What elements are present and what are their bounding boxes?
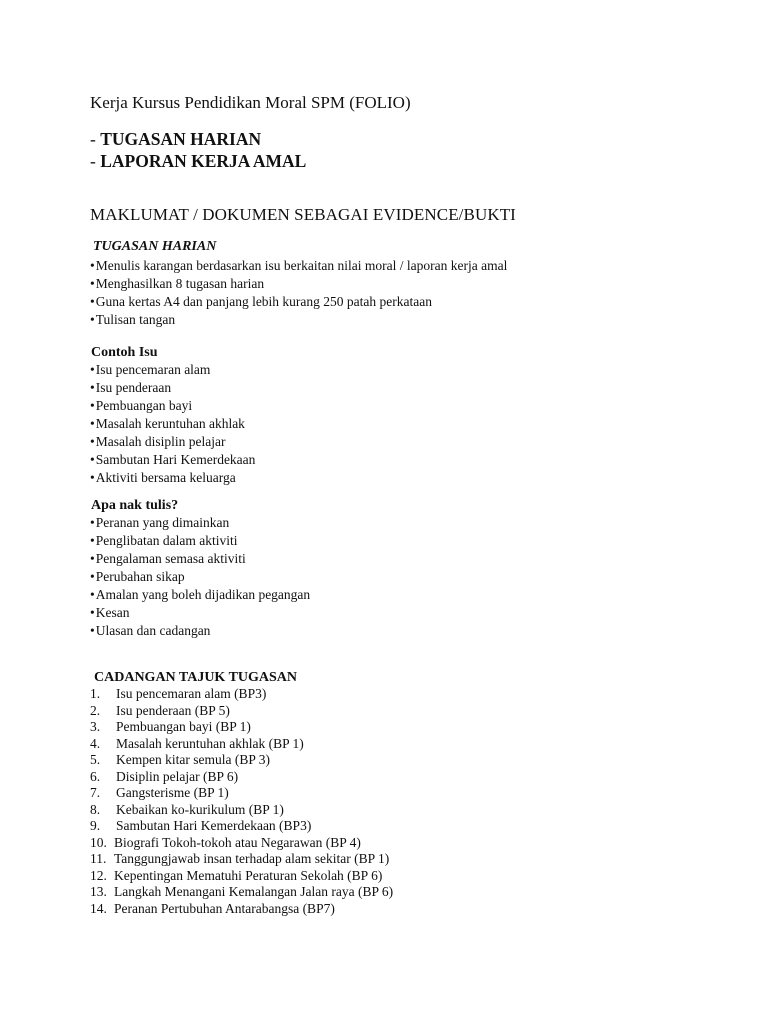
list-item: 14. Peranan Pertubuhan Antarabangsa (BP7): [90, 900, 335, 916]
task-line-tugasan-harian: [90, 129, 261, 150]
task-line-laporan-kerja-amal: [90, 151, 306, 172]
list-item: 8. Kebaikan ko-kurikulum (BP 1): [90, 801, 284, 817]
list-item: •Pembuangan bayi: [90, 398, 193, 413]
tugasan-harian-list: [90, 257, 507, 329]
list-item: •Sambutan Hari Kemerdekaan: [90, 452, 256, 467]
list-item: •Menulis karangan berdasarkan isu berkaitan nilai moral / laporan kerja amal: [90, 258, 508, 273]
apa-nak-tulis-heading: Apa nak tulis?: [91, 498, 179, 513]
list-item: •Aktiviti bersama keluarga: [90, 470, 236, 485]
task-dash: -: [90, 129, 101, 149]
list-item: 1. Isu pencemaran alam (BP3): [90, 686, 267, 701]
list-item: •Peranan yang dimainkan: [90, 515, 230, 530]
list-item: 10. Biografi Tokoh-tokoh atau Negarawan (BP 4): [90, 834, 361, 850]
list-item: •Kesan: [90, 605, 130, 620]
list-item: •Amalan yang boleh dijadikan pegangan: [90, 587, 311, 602]
list-item: •Tulisan tangan: [90, 312, 176, 327]
apa-nak-tulis-list: [90, 514, 310, 640]
task-label: LAPORAN KERJA AMAL: [100, 151, 307, 171]
list-item: 2. Isu penderaan (BP 5): [90, 702, 230, 718]
list-item: 7. Gangsterisme (BP 1): [90, 785, 229, 800]
list-item: •Ulasan dan cadangan: [90, 623, 211, 638]
list-item: •Menghasilkan 8 tugasan harian: [90, 276, 265, 291]
list-item: •Guna kertas A4 dan panjang lebih kurang 250 patah perkataan: [90, 294, 432, 309]
contoh-isu-list: [90, 361, 255, 487]
section-heading: MAKLUMAT / DOKUMEN SEBAGAI EVIDENCE/BUKTI: [90, 205, 516, 224]
list-item: •Penglibatan dalam aktiviti: [90, 533, 238, 548]
list-item: •Isu penderaan: [90, 380, 172, 395]
list-item: •Isu pencemaran alam: [90, 362, 211, 377]
list-item: 6. Disiplin pelajar (BP 6): [90, 768, 239, 784]
list-item: •Perubahan sikap: [90, 569, 185, 584]
list-item: •Masalah keruntuhan akhlak: [90, 416, 245, 431]
task-label: TUGASAN HARIAN: [100, 129, 262, 149]
list-item: •Pengalaman semasa aktiviti: [90, 551, 246, 566]
document-title: Kerja Kursus Pendidikan Moral SPM (FOLIO): [90, 93, 411, 112]
list-item: 12. Kepentingan Mematuhi Peraturan Sekolah (BP 6): [90, 867, 383, 883]
task-dash: -: [90, 151, 101, 171]
list-item: 13. Langkah Menangani Kemalangan Jalan raya (BP 6): [90, 884, 394, 899]
list-item: 4. Masalah keruntuhan akhlak (BP 1): [90, 735, 304, 751]
list-item: •Masalah disiplin pelajar: [90, 434, 226, 449]
list-item: 11. Tanggungjawab insan terhadap alam sekitar (BP 1): [90, 851, 390, 866]
contoh-isu-heading: Contoh Isu: [91, 345, 158, 360]
list-item: 9. Sambutan Hari Kemerdekaan (BP3): [90, 818, 312, 833]
cadangan-tajuk-heading: CADANGAN TAJUK TUGASAN: [94, 670, 298, 685]
list-item: 3. Pembuangan bayi (BP 1): [90, 719, 251, 734]
tugasan-harian-heading: TUGASAN HARIAN: [93, 239, 217, 254]
list-item: 5. Kempen kitar semula (BP 3): [90, 752, 270, 767]
cadangan-tajuk-list: [90, 686, 393, 917]
